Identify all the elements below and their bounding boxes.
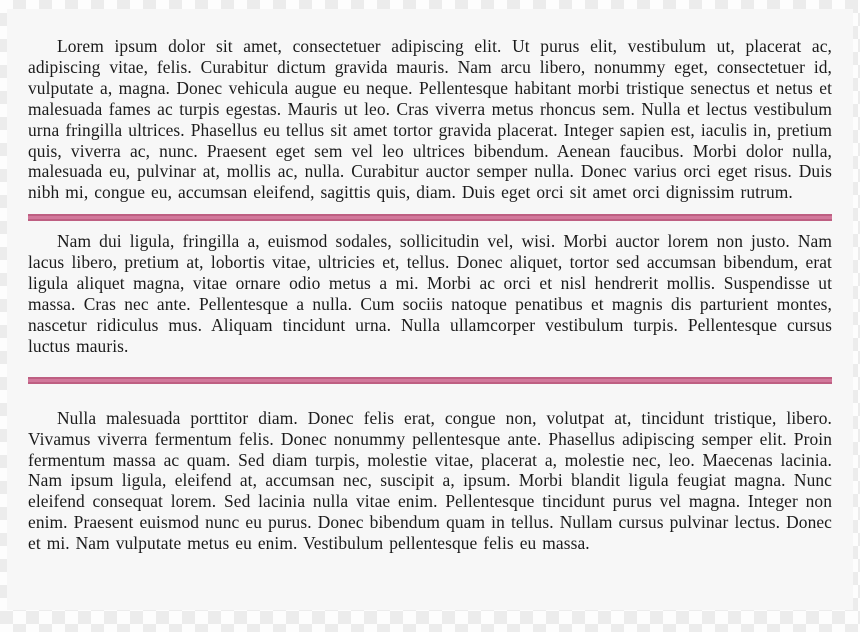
separator-rule-2 [28, 377, 832, 384]
paragraph-3: Nulla malesuada porttitor diam. Donec felis erat, congue non, volutpat at, tincidunt tristique, libero. Vivamus viverra fermentum felis. Donec nonummy pellentesque ante. Phasellus adipiscing semper elit. Proin fermentum massa ac quam. Sed diam turpis, molestie vitae, placerat a, molestie nec, leo. Maecenas lacinia. Nam ipsum ligula, eleifend at, accumsan nec, suscipit a, ipsum. Morbi blandit ligula feugiat magna. Nunc eleifend consequat lorem. Sed lacinia nulla vitae enim. Pellentesque tincidunt purus vel magna. Integer non enim. Praesent euismod nunc eu purus. Donec bibendum quam in tellus. Nullam cursus pulvinar lectus. Donec et mi. Nam vulputate metus eu enim. Vestibulum pellentesque felis eu massa. [28, 407, 832, 554]
paragraph-2: Nam dui ligula, fringilla a, euismod sodales, sollicitudin vel, wisi. Morbi auctor lorem non justo. Nam lacus libero, pretium at, lobortis vitae, ultricies et, tellus. Donec aliquet, tortor sed accumsan bibendum, erat ligula aliquet magna, vitae ornare odio metus a mi. Morbi ac orci et nisl hendrerit mollis. Suspendisse ut massa. Cras nec ante. Pellentesque a nulla. Cum sociis natoque penatibus et magnis dis parturient montes, nascetur ridiculus mus. Aliquam tincidunt urna. Nulla ullamcorper vestibulum turpis. Pellentesque cursus luctus mauris. [28, 231, 832, 356]
separator-rule-1 [28, 214, 832, 221]
document-page [7, 9, 853, 610]
paragraph-1: Lorem ipsum dolor sit amet, consectetuer adipiscing elit. Ut purus elit, vestibulum ut, placerat ac, adipiscing vitae, felis. Curabitur dictum gravida mauris. Nam arcu libero, nonummy eget, consectetuer id, vulputate a, magna. Donec vehicula augue eu neque. Pellentesque habitant morbi tristique senectus et netus et malesuada fames ac turpis egestas. Mauris ut leo. Cras viverra metus rhoncus sem. Nulla et lectus vestibulum urna fringilla ultrices. Phasellus eu tellus sit amet tortor gravida placerat. Integer sapien est, iaculis in, pretium quis, viverra ac, nunc. Praesent eget sem vel leo ultrices bibendum. Aenean faucibus. Morbi dolor nulla, malesuada eu, pulvinar at, mollis ac, nulla. Curabitur auctor semper nulla. Donec varius orci eget risus. Duis nibh mi, congue eu, accumsan eleifend, sagittis quis, diam. Duis eget orci sit amet orci dignissim rutrum. [28, 36, 832, 203]
